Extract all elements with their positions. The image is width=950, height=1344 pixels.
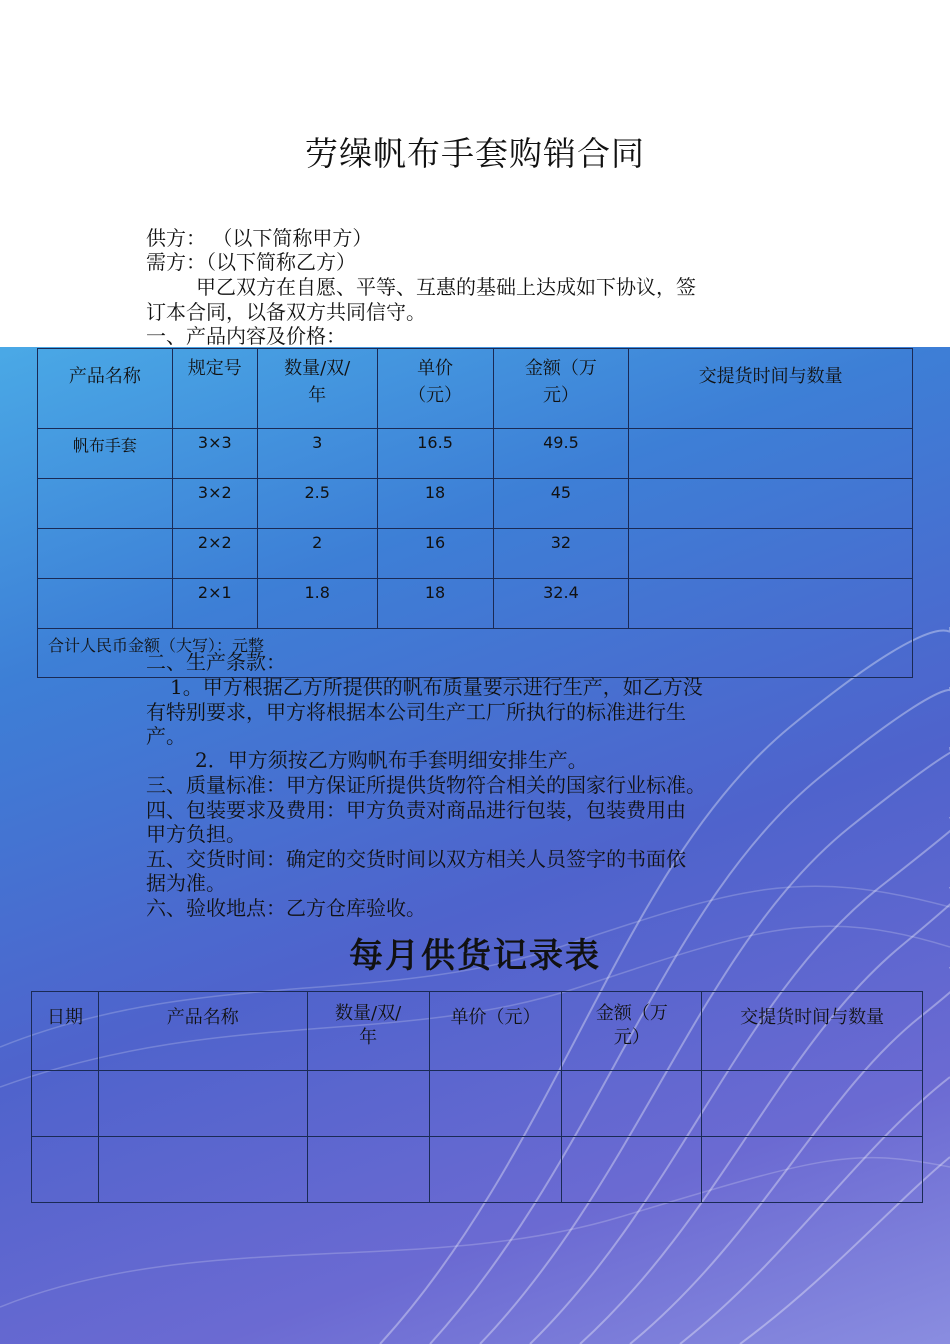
table-cell: 32	[493, 529, 629, 579]
table-cell: 16.5	[377, 429, 493, 479]
supplier-line: 供方： （以下简称甲方）	[146, 226, 373, 250]
table-cell[interactable]	[307, 1071, 429, 1137]
header-cell: 金额（万 元）	[493, 349, 629, 429]
table-cell	[629, 579, 913, 629]
monthly-supply-record-table	[31, 991, 923, 1203]
table-cell[interactable]	[429, 1137, 562, 1203]
header-cell: 金额（万 元）	[562, 992, 702, 1071]
clause-heading-2: 二、生产条款：	[146, 650, 286, 674]
table-row	[32, 1137, 923, 1203]
table-cell: 2.5	[257, 479, 377, 529]
table-cell	[629, 429, 913, 479]
table-cell: 2	[257, 529, 377, 579]
clause-line: 1。甲方根据乙方所提供的帆布质量要示进行生产，如乙方没	[170, 675, 703, 699]
table-cell: 帆布手套	[38, 429, 173, 479]
table-cell	[38, 579, 173, 629]
header-cell: 产品名称	[98, 992, 307, 1071]
table-cell: 3×3	[172, 429, 257, 479]
table-row	[38, 579, 913, 629]
clause-heading-6: 六、验收地点：乙方仓库验收。	[146, 896, 426, 920]
buyer-line: 需方：（以下简称乙方）	[146, 250, 356, 274]
table-row	[38, 429, 913, 479]
record-table-title: 每月供货记录表	[349, 936, 601, 976]
table-cell[interactable]	[32, 1137, 99, 1203]
clause-line: 据为准。	[146, 871, 226, 895]
table-cell: 1.8	[257, 579, 377, 629]
table-header-row	[32, 992, 923, 1071]
product-price-table	[37, 348, 913, 678]
table-header-row	[38, 349, 913, 429]
header-cell: 单价 （元）	[377, 349, 493, 429]
table-cell	[629, 479, 913, 529]
table-cell[interactable]	[98, 1137, 307, 1203]
table-cell[interactable]	[429, 1071, 562, 1137]
header-cell: 日期	[32, 992, 99, 1071]
table-cell: 18	[377, 579, 493, 629]
intro-line-1: 甲乙双方在自愿、平等、互惠的基础上达成如下协议，签	[196, 275, 696, 299]
table-cell	[38, 529, 173, 579]
clause-heading-4: 四、包装要求及费用：甲方负责对商品进行包装，包装费用由	[146, 798, 686, 822]
table-cell: 2×1	[172, 579, 257, 629]
section-1-heading: 一、产品内容及价格：	[146, 324, 346, 348]
header-cell: 单价（元）	[429, 992, 562, 1071]
table-cell: 3×2	[172, 479, 257, 529]
header-cell: 交提货时间与数量	[629, 349, 913, 429]
header-cell: 交提货时间与数量	[702, 992, 923, 1071]
total-amount-cell: 合计人民币金额（大写）：元整	[38, 629, 913, 678]
header-cell: 产品名称	[38, 349, 173, 429]
table-cell[interactable]	[98, 1071, 307, 1137]
table-row	[38, 529, 913, 579]
table-cell[interactable]	[32, 1071, 99, 1137]
table-cell: 2×2	[172, 529, 257, 579]
table-row	[38, 479, 913, 529]
table-cell: 32.4	[493, 579, 629, 629]
header-cell: 数量/双/ 年	[307, 992, 429, 1071]
clause-line: 产。	[146, 724, 186, 748]
table-cell: 3	[257, 429, 377, 479]
table-cell[interactable]	[702, 1071, 923, 1137]
clause-heading-5: 五、交货时间：确定的交货时间以双方相关人员签字的书面依	[146, 847, 686, 871]
header-cell: 规定号	[172, 349, 257, 429]
table-cell[interactable]	[307, 1137, 429, 1203]
table-cell: 49.5	[493, 429, 629, 479]
table-cell[interactable]	[562, 1137, 702, 1203]
table-cell[interactable]	[562, 1071, 702, 1137]
clause-heading-3: 三、质量标准：甲方保证所提供货物符合相关的国家行业标准。	[146, 773, 706, 797]
table-cell	[629, 529, 913, 579]
table-cell: 45	[493, 479, 629, 529]
table-cell: 16	[377, 529, 493, 579]
table-cell[interactable]	[702, 1137, 923, 1203]
table-cell	[38, 479, 173, 529]
clause-line: 有特别要求，甲方将根据本公司生产工厂所执行的标准进行生	[146, 700, 686, 724]
table-cell: 18	[377, 479, 493, 529]
table-row	[32, 1071, 923, 1137]
clause-line: 甲方负担。	[146, 822, 246, 846]
intro-line-2: 订本合同，以备双方共同信守。	[146, 300, 426, 324]
page-title: 劳缲帆布手套购销合同	[305, 134, 645, 173]
clause-line: 2．甲方须按乙方购帆布手套明细安排生产。	[195, 748, 588, 772]
header-cell: 数量/双/ 年	[257, 349, 377, 429]
